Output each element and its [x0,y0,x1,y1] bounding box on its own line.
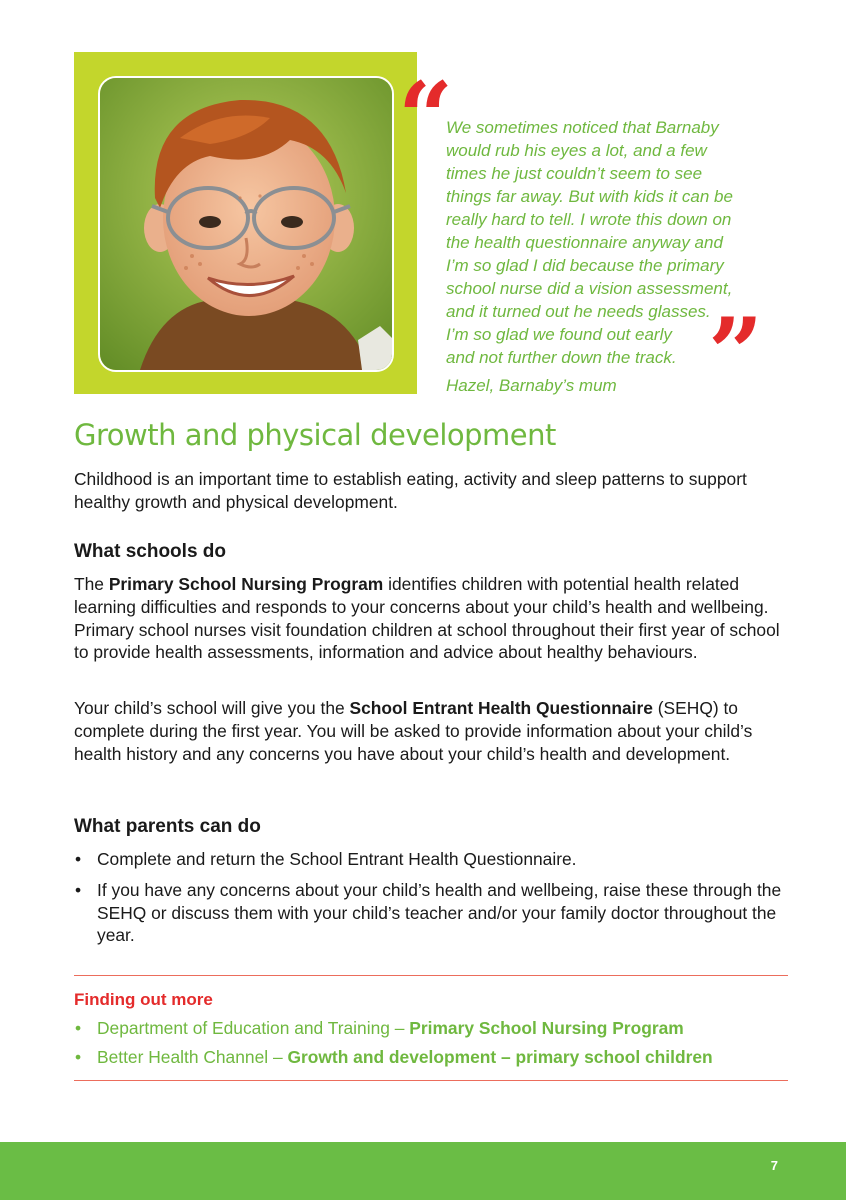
quote-line: the health questionnaire anyway and [446,233,723,252]
divider-bottom [74,1080,788,1081]
schools-section-heading: What schools do [74,541,226,562]
resource-link-item[interactable] [74,1046,713,1068]
page-number: 7 [770,1158,778,1173]
quote-line: would rub his eyes a lot, and a few [446,141,707,160]
photo-frame [74,52,417,394]
quote-line: We sometimes noticed that Barnaby [446,118,719,137]
program-name: Primary School Nursing Program [108,574,384,594]
quote-line: times he just couldn’t seem to see [446,164,703,183]
list-item-text: Complete and return the School Entrant Health Questionnaire. [97,849,577,869]
bullet-icon: • [75,1018,82,1038]
divider-top [74,975,788,976]
text-span: The [74,574,109,594]
close-quote-mark: ” [708,297,764,410]
finding-out-more-heading: Finding out more [74,990,213,1009]
link-title[interactable]: Growth and development – primary school children [287,1047,713,1067]
link-source[interactable]: Better Health Channel – [97,1047,288,1067]
questionnaire-name: School Entrant Health Questionnaire [349,698,653,718]
schools-paragraph-1 [74,573,794,664]
quote-line: I’m so glad we found out early [446,325,672,344]
parents-list [74,848,794,955]
text-span: Your child’s school will give you the [74,698,350,718]
resource-link-item[interactable] [74,1017,713,1039]
bullet-icon: • [75,1047,82,1067]
quote-line: school nurse did a vision assessment, [446,279,733,298]
parents-section-heading: What parents can do [74,816,261,837]
text-span: (SEHQ) to complete during the first year. You will be asked to provide information about your child’s health history and any concerns you have about your child’s health and development. [74,698,753,764]
list-item-text: If you have any concerns about your child’s health and wellbeing, raise these through the SEHQ or discuss them with your child’s teacher and/or your family doctor throughout the year. [97,879,782,946]
list-item [74,879,794,947]
bullet-icon: • [75,849,82,869]
open-quote-mark: “ [398,61,454,174]
schools-paragraph-2 [74,697,794,765]
quote-line: and not further down the track. [446,348,677,367]
page-title: Growth and physical development [74,418,556,452]
quote-attribution: Hazel, Barnaby’s mum [446,376,617,395]
bullet-icon: • [75,879,82,900]
link-source[interactable]: Department of Education and Training – [97,1018,410,1038]
text-span: identifies children with potential health related learning difficulties and responds to your concerns about your child’s health and wellbeing. Primary school nurses visit foundation children at school throughout their first year of school to provide health assessments, information and advice about healthy behaviours. [74,574,780,663]
intro-paragraph: Childhood is an important time to establish eating, activity and sleep patterns to support healthy growth and physical development. [74,469,747,512]
child-photo [98,76,394,372]
quote-line: I’m so glad I did because the primary [446,256,724,275]
quote-line: things far away. But with kids it can be [446,187,733,206]
quote-line: and it turned out he needs glasses. [446,302,711,321]
link-title[interactable]: Primary School Nursing Program [409,1018,684,1038]
footer-band [0,1142,846,1200]
quote-line: really hard to tell. I wrote this down on [446,210,732,229]
resource-links [74,1017,713,1075]
list-item [74,848,794,871]
